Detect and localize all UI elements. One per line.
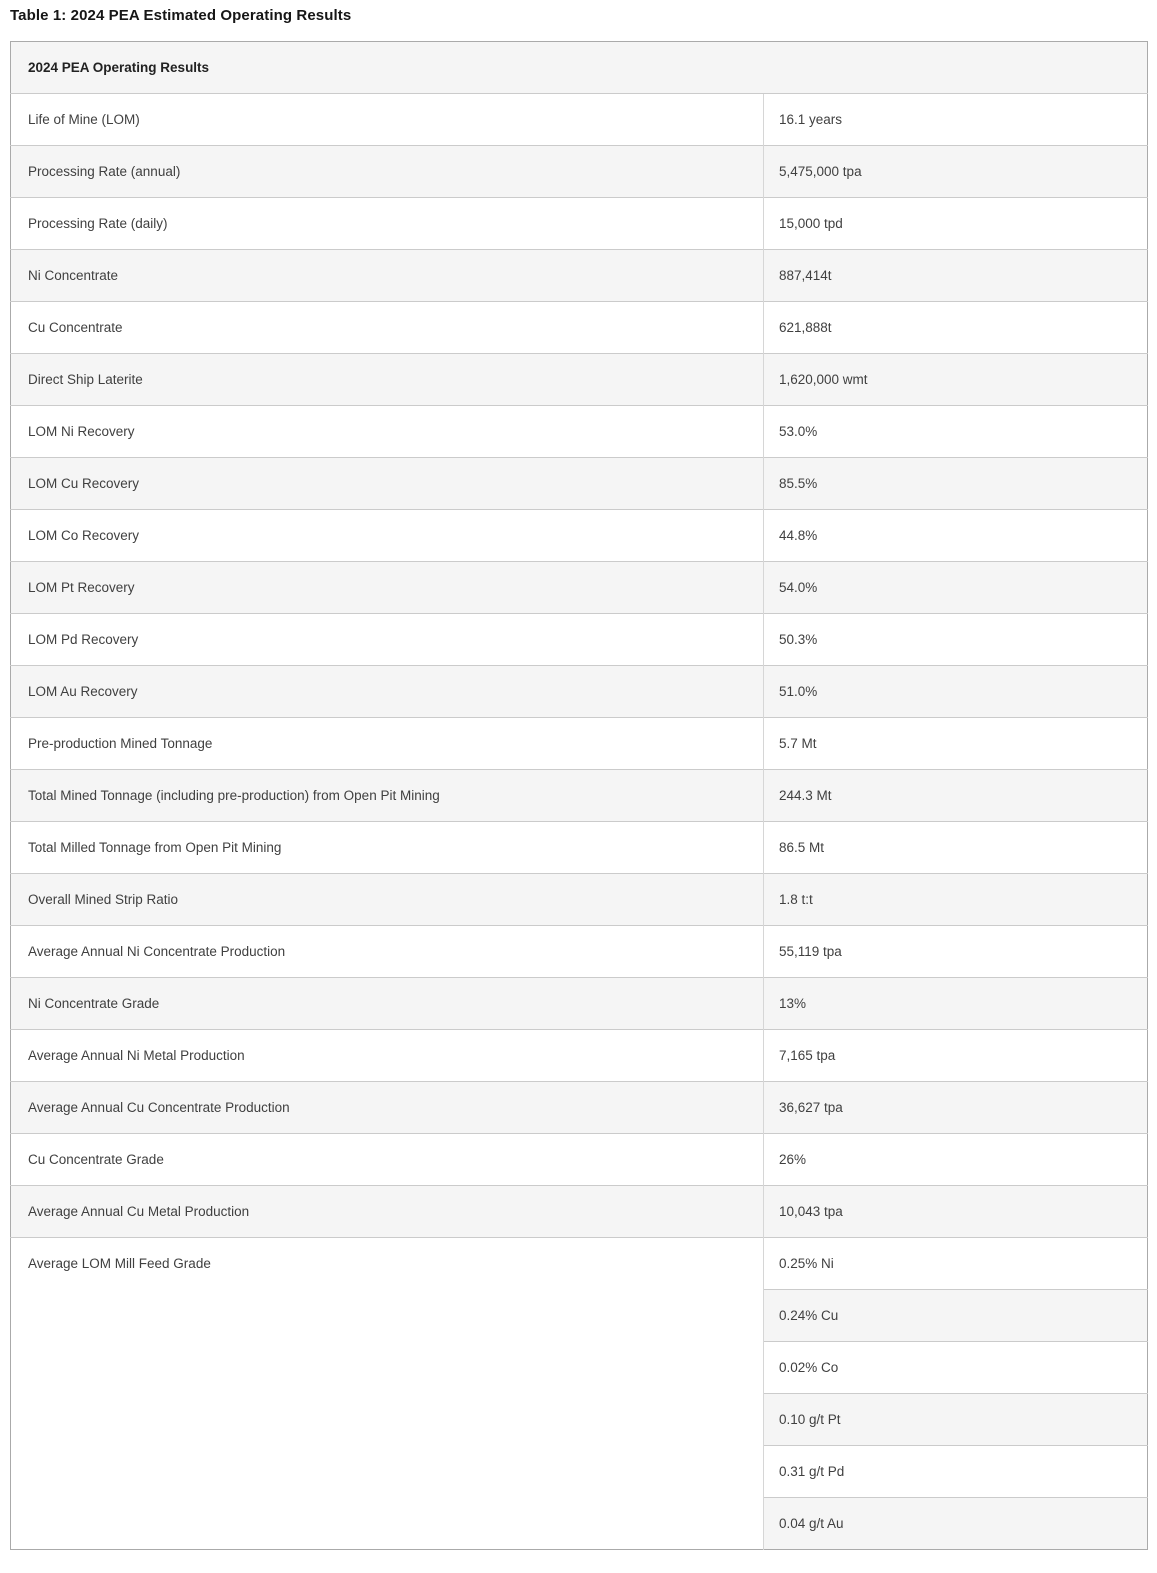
row-label-mill-feed-grade: Average LOM Mill Feed Grade bbox=[11, 1238, 764, 1550]
table-row-mill-feed bbox=[11, 1238, 1148, 1290]
row-label: LOM Co Recovery bbox=[11, 510, 764, 562]
row-value: 15,000 tpd bbox=[764, 198, 1148, 250]
row-label: LOM Pt Recovery bbox=[11, 562, 764, 614]
row-value: 0.02% Co bbox=[764, 1342, 1148, 1394]
row-value: 44.8% bbox=[764, 510, 1148, 562]
table-row bbox=[11, 1134, 1148, 1186]
row-label: Processing Rate (annual) bbox=[11, 146, 764, 198]
row-label: Processing Rate (daily) bbox=[11, 198, 764, 250]
row-label: Average Annual Cu Concentrate Production bbox=[11, 1082, 764, 1134]
row-value: 244.3 Mt bbox=[764, 770, 1148, 822]
table-row bbox=[11, 510, 1148, 562]
table-header-row bbox=[11, 42, 1148, 94]
row-label: Total Mined Tonnage (including pre-production) from Open Pit Mining bbox=[11, 770, 764, 822]
row-value: 51.0% bbox=[764, 666, 1148, 718]
row-label: Direct Ship Laterite bbox=[11, 354, 764, 406]
row-label: Ni Concentrate Grade bbox=[11, 978, 764, 1030]
table-row bbox=[11, 1186, 1148, 1238]
table-row bbox=[11, 458, 1148, 510]
row-label: Overall Mined Strip Ratio bbox=[11, 874, 764, 926]
table-row bbox=[11, 1082, 1148, 1134]
row-value: 0.31 g/t Pd bbox=[764, 1446, 1148, 1498]
row-label: Average Annual Ni Metal Production bbox=[11, 1030, 764, 1082]
row-label: Cu Concentrate Grade bbox=[11, 1134, 764, 1186]
table-row bbox=[11, 302, 1148, 354]
row-value: 0.04 g/t Au bbox=[764, 1498, 1148, 1550]
row-value: 16.1 years bbox=[764, 94, 1148, 146]
table-row bbox=[11, 1030, 1148, 1082]
table-row bbox=[11, 978, 1148, 1030]
row-value: 86.5 Mt bbox=[764, 822, 1148, 874]
row-value: 0.24% Cu bbox=[764, 1290, 1148, 1342]
row-label: Life of Mine (LOM) bbox=[11, 94, 764, 146]
row-value: 54.0% bbox=[764, 562, 1148, 614]
row-label: Cu Concentrate bbox=[11, 302, 764, 354]
row-value: 26% bbox=[764, 1134, 1148, 1186]
table-row bbox=[11, 666, 1148, 718]
row-label: LOM Cu Recovery bbox=[11, 458, 764, 510]
table-row bbox=[11, 406, 1148, 458]
row-value: 1.8 t:t bbox=[764, 874, 1148, 926]
table-row bbox=[11, 874, 1148, 926]
table-row bbox=[11, 250, 1148, 302]
row-value: 50.3% bbox=[764, 614, 1148, 666]
row-label: LOM Ni Recovery bbox=[11, 406, 764, 458]
table-row bbox=[11, 718, 1148, 770]
row-value: 5.7 Mt bbox=[764, 718, 1148, 770]
table-header: 2024 PEA Operating Results bbox=[11, 42, 1148, 94]
row-value: 5,475,000 tpa bbox=[764, 146, 1148, 198]
row-value: 7,165 tpa bbox=[764, 1030, 1148, 1082]
row-value: 36,627 tpa bbox=[764, 1082, 1148, 1134]
row-label: Total Milled Tonnage from Open Pit Mining bbox=[11, 822, 764, 874]
table-row bbox=[11, 146, 1148, 198]
row-value: 0.10 g/t Pt bbox=[764, 1394, 1148, 1446]
page-title: Table 1: 2024 PEA Estimated Operating Results bbox=[10, 7, 352, 24]
row-label: LOM Au Recovery bbox=[11, 666, 764, 718]
row-label: LOM Pd Recovery bbox=[11, 614, 764, 666]
table-row bbox=[11, 770, 1148, 822]
operating-results-table bbox=[10, 41, 1148, 1550]
table-row bbox=[11, 614, 1148, 666]
row-label: Ni Concentrate bbox=[11, 250, 764, 302]
row-value: 85.5% bbox=[764, 458, 1148, 510]
table-row bbox=[11, 822, 1148, 874]
row-value: 1,620,000 wmt bbox=[764, 354, 1148, 406]
row-value: 13% bbox=[764, 978, 1148, 1030]
row-value: 55,119 tpa bbox=[764, 926, 1148, 978]
row-label: Pre-production Mined Tonnage bbox=[11, 718, 764, 770]
row-label: Average Annual Ni Concentrate Production bbox=[11, 926, 764, 978]
table-row bbox=[11, 562, 1148, 614]
row-value: 887,414t bbox=[764, 250, 1148, 302]
row-value: 53.0% bbox=[764, 406, 1148, 458]
row-label: Average Annual Cu Metal Production bbox=[11, 1186, 764, 1238]
row-value: 621,888t bbox=[764, 302, 1148, 354]
table-row bbox=[11, 198, 1148, 250]
table-row bbox=[11, 926, 1148, 978]
row-value: 0.25% Ni bbox=[764, 1238, 1148, 1290]
table-row bbox=[11, 94, 1148, 146]
table-row bbox=[11, 354, 1148, 406]
row-value: 10,043 tpa bbox=[764, 1186, 1148, 1238]
